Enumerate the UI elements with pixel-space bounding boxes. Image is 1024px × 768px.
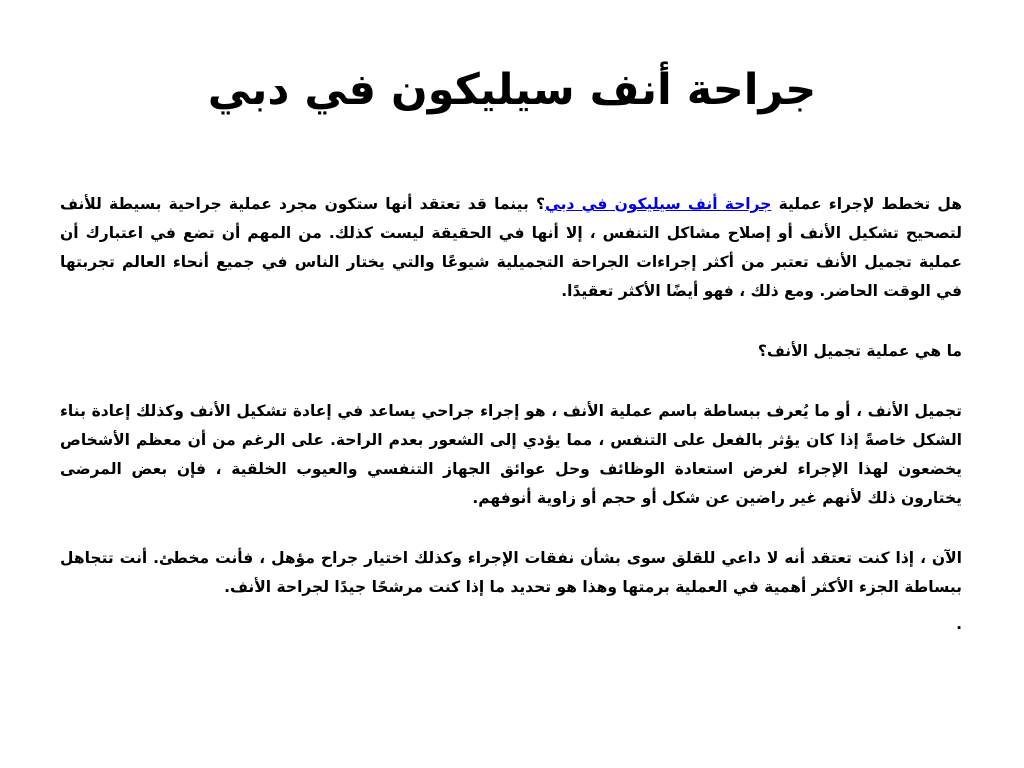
question-heading: ما هي عملية تجميل الأنف؟ xyxy=(757,342,962,360)
intro-text-after-link: ؟ بينما قد تعتقد أنها ستكون مجرد عملية جراحية بسيطة للأنف لتصحيح تشكيل الأنف أو إصلاح مشاكل التنفس ، إلا أنها في الحقيقة ليست كذلك. من المهم أن تضع في اعتبارك أن عملية تجميل الأنف تعتبر من أكثر إجراءات الجراحة التجميلية شيوعًا والتي يختار الناس في جميع أنحاء العالم تجربتها في الوقت الحاضر. ومع ذلك ، فهو أيضًا الأكثر تعقيدًا. xyxy=(60,195,962,300)
silicone-nose-surgery-link[interactable]: جراحة أنف سيليكون في دبي xyxy=(544,195,772,213)
candidate-paragraph: الآن ، إذا كنت تعتقد أنه لا داعي للقلق سوى بشأن نفقات الإجراء وكذلك اختيار جراح مؤهل ، فأنت مخطئ. أنت تتجاهل ببساطة الجزء الأكثر أهمية في العملية برمتها وهذا هو تحديد ما إذا كنت مرشحًا جيدًا لجراحة الأنف. xyxy=(60,549,962,596)
intro-paragraph xyxy=(60,190,962,306)
rhinoplasty-paragraph: تجميل الأنف ، أو ما يُعرف ببساطة باسم عملية الأنف ، هو إجراء جراحي يساعد في إعادة تشكيل الأنف وكذلك إعادة بناء الشكل خاصةً إذا كان يؤثر بالفعل على التنفس ، مما يؤدي إلى الشعور بعدم الراحة. على الرغم من أن معظم الأشخاص يخضعون لهذا الإجراء لغرض استعادة الوظائف وحل عوائق الجهاز التنفسي والعيوب الخلقية ، فإن بعض المرضى يختارون ذلك لأنهم غير راضين عن شكل أو حجم أو زاوية أنوفهم. xyxy=(60,402,962,507)
slide-content xyxy=(60,190,962,670)
page-title: جراحة أنف سيليكون في دبي xyxy=(207,65,817,115)
intro-text-before-link: هل تخطط لإجراء عملية xyxy=(771,195,962,213)
trailing-dot: . xyxy=(956,615,962,633)
